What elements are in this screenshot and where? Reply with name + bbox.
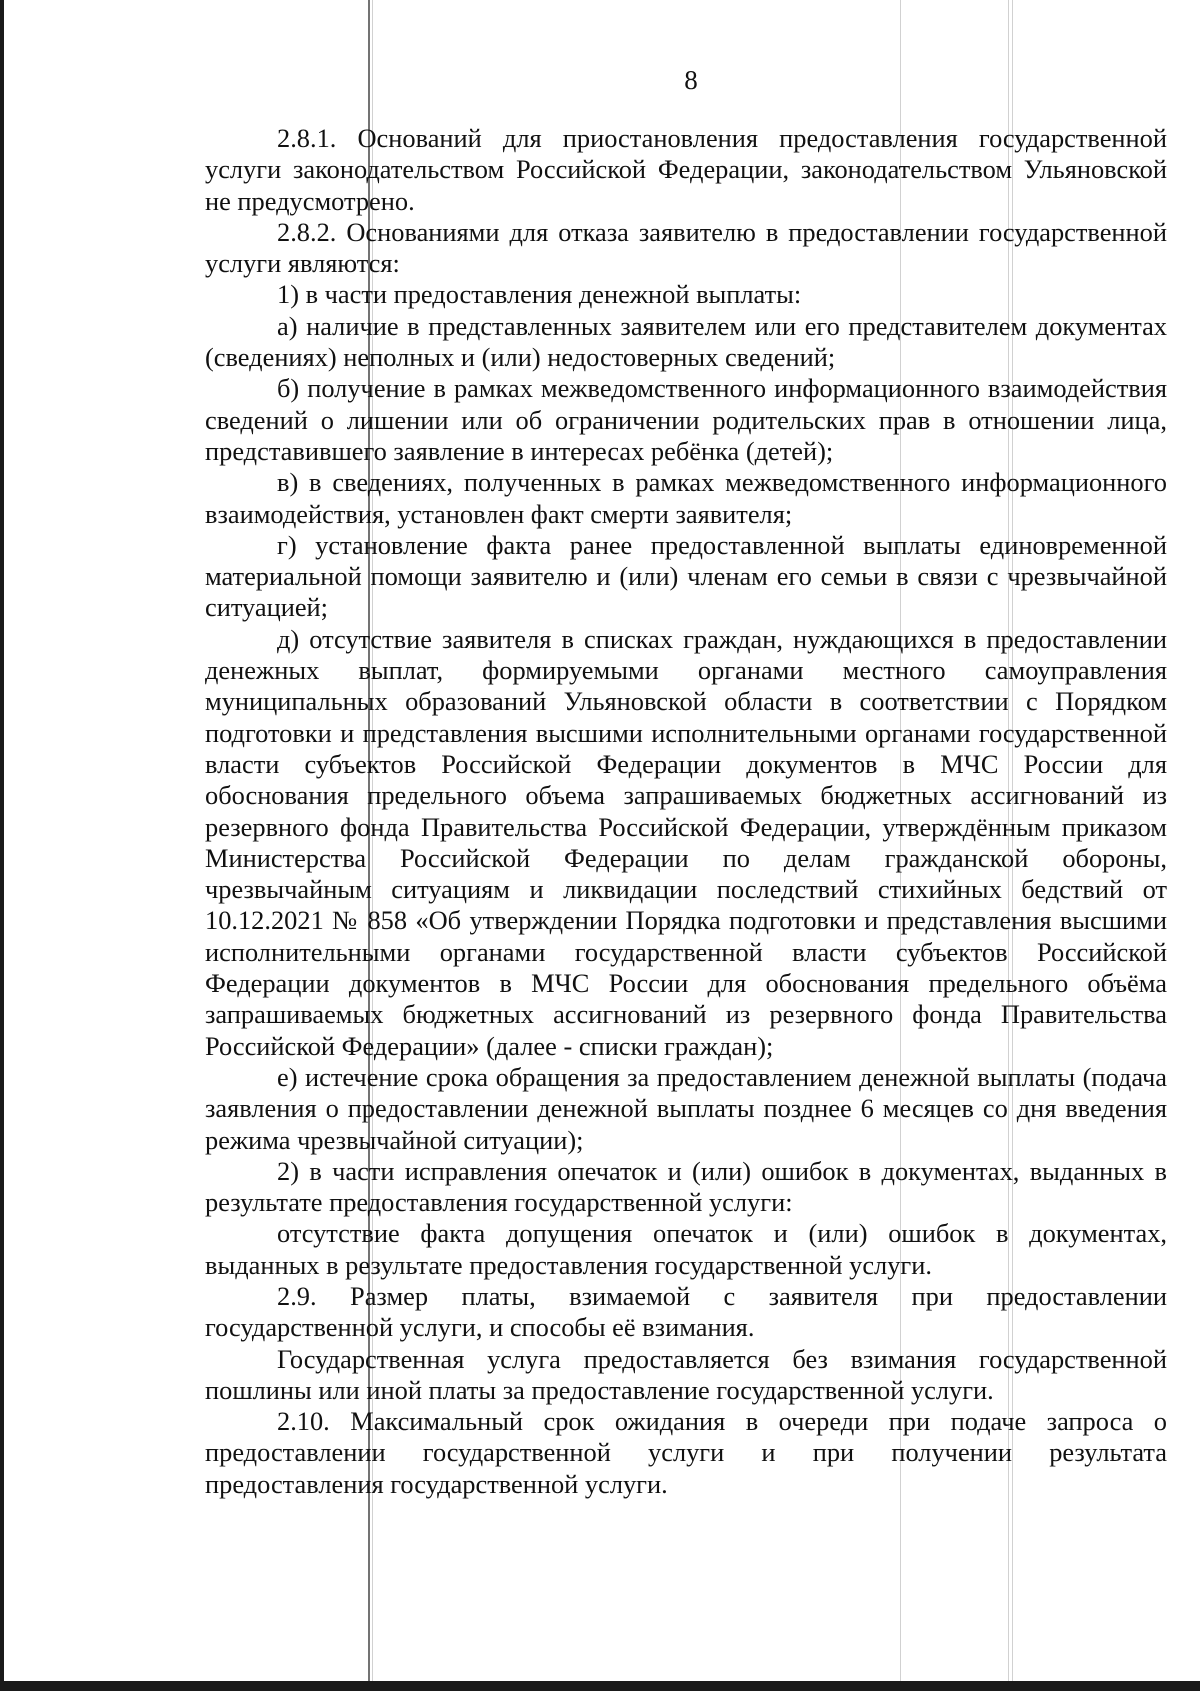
scan-left-edge [0, 0, 4, 1691]
paragraph-2-9: 2.9. Размер платы, взимаемой с заявителя при предоставлении государственной услуги, и способы её взимания. [205, 1280, 1167, 1343]
paragraph-item-2: 2) в части исправления опечаток и (или) ошибок в документах, выданных в результате предоставления государственной услуги: [205, 1155, 1167, 1218]
paragraph-item-v: в) в сведениях, полученных в рамках межведомственного информационного взаимодействия, установлен факт смерти заявителя; [205, 467, 1167, 529]
paragraph-item-1: 1) в части предоставления денежной выплаты: [277, 279, 802, 310]
paragraph-item-2-detail: отсутствие факта допущения опечаток и (или) ошибок в документах, выданных в результате предоставления государственной услуги. [205, 1218, 1167, 1280]
page-number: 8 [684, 65, 698, 95]
paragraph-2-8-1: 2.8.1. Оснований для приостановления предоставления государственной услуги законодательством Российской Федерации, законодательством Ульяновской не предусмотрено. [205, 123, 1167, 216]
paragraph-item-g: г) установление факта ранее предоставленной выплаты единовременной материальной помощи заявителю и (или) членам его семьи в связи с чрезвычайной ситуацией; [205, 529, 1167, 623]
paragraph-2-9-detail: Государственная услуга предоставляется без взимания государственной пошлины или иной платы за предоставление государственной услуги. [205, 1343, 1167, 1405]
paragraph-2-8-2: 2.8.2. Основаниями для отказа заявителю в предоставлении государственной услуги являются: [205, 216, 1167, 279]
scan-bottom-edge [0, 1681, 1200, 1691]
document-body [205, 123, 1167, 1500]
paragraph-item-e: е) истечение срока обращения за предоставлением денежной выплаты (подача заявления о предоставлении денежной выплаты позднее 6 месяцев со дня введения режима чрезвычайной ситуации); [205, 1061, 1167, 1155]
paragraph-item-b: б) получение в рамках межведомственного информационного взаимодействия сведений о лишении или об ограничении родительских прав в отношении лица, представившего заявление в интересах ребёнка (детей); [205, 373, 1167, 466]
paragraph-2-10: 2.10. Максимальный срок ожидания в очереди при подаче запроса о предоставлении государственной услуги и при получении результата предоставления государственной услуги. [205, 1406, 1167, 1499]
paragraph-item-d: д) отсутствие заявителя в списках граждан, нуждающихся в предоставлении денежных выплат, формируемыми органами местного самоуправления муниципальных образований Ульяновской области в соответствии с Порядком подготовки и представления высшими исполнительными органами государственной власти субъектов Российской Федерации документов в МЧС России для обоснования предельного объема запрашиваемых бюджетных ассигнований из резервного фонда Правительства Российской Федерации, утверждённым приказом Министерства Российской Федерации по делам гражданской обороны, чрезвычайным ситуациям и ликвидации последствий стихийных бедствий от 10.12.2021 № 858 «Об утверждении Порядка подготовки и представления высшими исполнительными органами государственной власти субъектов Российской Федерации документов в МЧС России для обоснования предельного объёма запрашиваемых бюджетных ассигнований из резервного фонда Правительства Российской Федерации» (далее - списки граждан); [205, 623, 1167, 1061]
paragraph-item-a: а) наличие в представленных заявителем или его представителем документах (сведениях) неполных и (или) недостоверных сведений; [205, 310, 1167, 373]
